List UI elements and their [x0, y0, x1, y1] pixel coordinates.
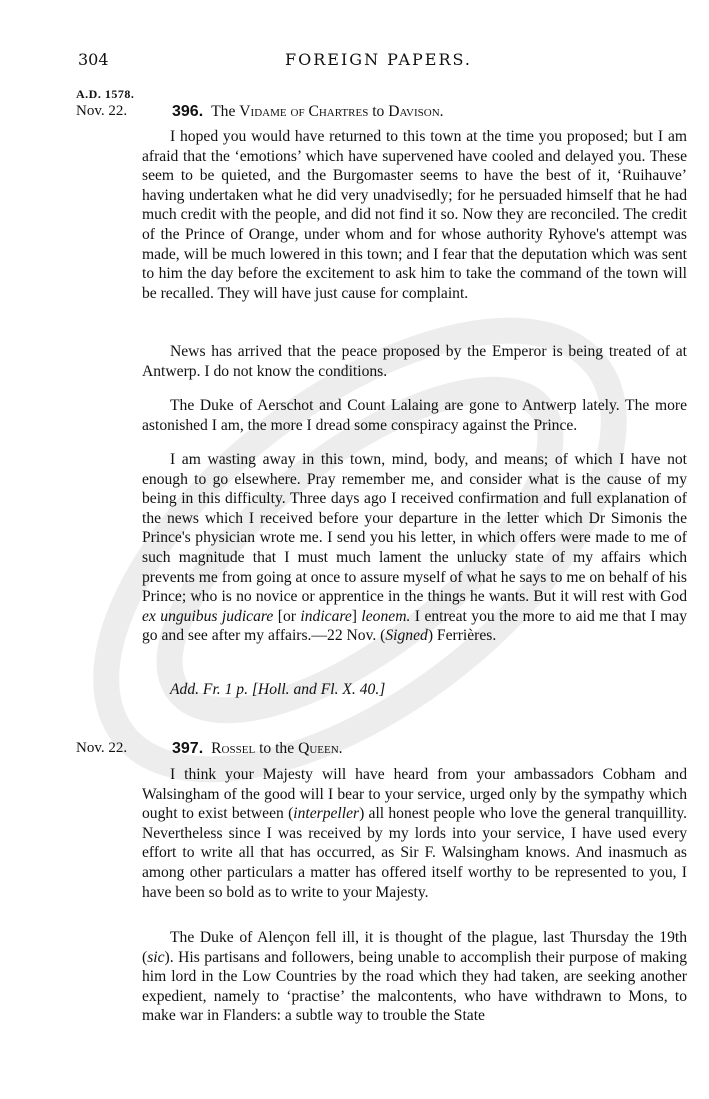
- text: [or: [273, 607, 301, 625]
- running-title: FOREIGN PAPERS.: [285, 50, 472, 69]
- signed-label: Signed: [385, 627, 428, 645]
- paragraph: The Duke of Aerschot and Count Lalaing are gone to Antwerp lately. The more astonished I am, the more I dread some conspiracy against the Prince.: [142, 397, 687, 434]
- heading-text: .: [439, 103, 444, 120]
- heading-text: to: [368, 103, 389, 120]
- margin-date: Nov. 22.: [76, 103, 128, 119]
- margin-date: Nov. 22.: [76, 740, 128, 756]
- text: ). His partisans and followers, being unable to accomplish their purpose of making him lord in the Low Countries by the road which they had taken, are seeking another expedient, namely to ‘practise’ the malcontents, who have withdrawn to Mons, to make war in Flanders: a subtle way to trouble the State: [142, 948, 687, 1025]
- paragraph: I hoped you would have returned to this town at the time you proposed; but I am afraid that the ‘emotions’ which have supervened have cooled and delayed you. These seem to be quieted, and the Burgomaster seems to have the best of it, ‘Ruihauve’ having undertaken what he did very unadvisedly; for he persuaded himself that he had much credit with the people, and did not find it so. Now they are reconciled. The credit of the Prince of Orange, under whom and for whose authority Ryhove's attempt was made, will be much lowered in this town; and I fear that the deputation which was sent to him the day before the excitement to ask him to take the command of the town will be recalled. They will have just cause for complaint.: [142, 128, 687, 302]
- heading-text: .: [338, 740, 343, 757]
- latin-text: ex unguibus judicare: [142, 607, 274, 625]
- paragraph: [142, 765, 687, 902]
- paragraph: [142, 450, 687, 646]
- heading-recipient: Queen: [298, 740, 339, 757]
- heading-text: The: [211, 103, 240, 120]
- heading-sender: Rossel: [211, 740, 256, 757]
- italic-text: sic: [147, 948, 165, 966]
- entry-number: 396.: [172, 103, 204, 120]
- page-number: 304: [78, 50, 109, 69]
- page-header: [78, 50, 679, 74]
- heading-text: to the: [255, 740, 299, 757]
- margin-year: A.D. 1578.: [76, 87, 135, 101]
- text: The Duke of Alençon fell ill, it is thought of the plague, last Thursday the 19th (: [142, 929, 687, 966]
- text: I entreat you the more to aid me that I may go and see after my affairs.—22 Nov. (: [142, 607, 687, 645]
- text: ]: [351, 607, 362, 625]
- text: ) all honest people who love the general tranquillity. Nevertheless since I was received by my lords into your service, I have used every effort to write all that has occurred, as Sir F. Walsingham knows. And inasmuch as among other particulars a matter has offered itself worthy to be represented to you, I have been so bold as to write to your Majesty.: [142, 805, 687, 901]
- paragraph: [142, 928, 687, 1026]
- latin-text: indicare: [300, 607, 352, 625]
- entry-heading: [172, 103, 444, 121]
- source-reference: Add. Fr. 1 p. [Holl. and Fl. X. 40.]: [170, 681, 386, 698]
- latin-text: leonem.: [361, 607, 411, 625]
- heading-sender: Vidame of Chartres: [239, 103, 369, 120]
- entry-heading: [172, 740, 343, 758]
- text: I think your Majesty will have heard from your ambassadors Cobham and Walsingham of the good will I bear to your service, urged only by the sympathy which ought to exist between (: [142, 766, 687, 823]
- italic-text: interpeller: [293, 805, 360, 823]
- paragraph: News has arrived that the peace proposed by the Emperor is being treated of at Antwerp. I do not know the conditions.: [142, 343, 687, 380]
- text: ) Ferrières.: [427, 627, 497, 645]
- heading-recipient: Davison: [388, 103, 440, 120]
- entry-number: 397.: [172, 740, 204, 757]
- text: I am wasting away in this town, mind, body, and means; of which I have not enough to go elsewhere. Pray remember me, and consider what is the cause of my being in this difficulty. Three days ago I received confirmation and full explanation of the news which I received before your departure in the letter which Dr Simonis the Prince's physician wrote me. I send you his letter, in which offers were made to me of such magnitude that I must much lament the unlucky state of my affairs which prevents me from going at once to assure myself of what he says to me on behalf of his Prince; who is no novice or apprentice in the things he wants. But it will rest with God: [142, 451, 687, 606]
